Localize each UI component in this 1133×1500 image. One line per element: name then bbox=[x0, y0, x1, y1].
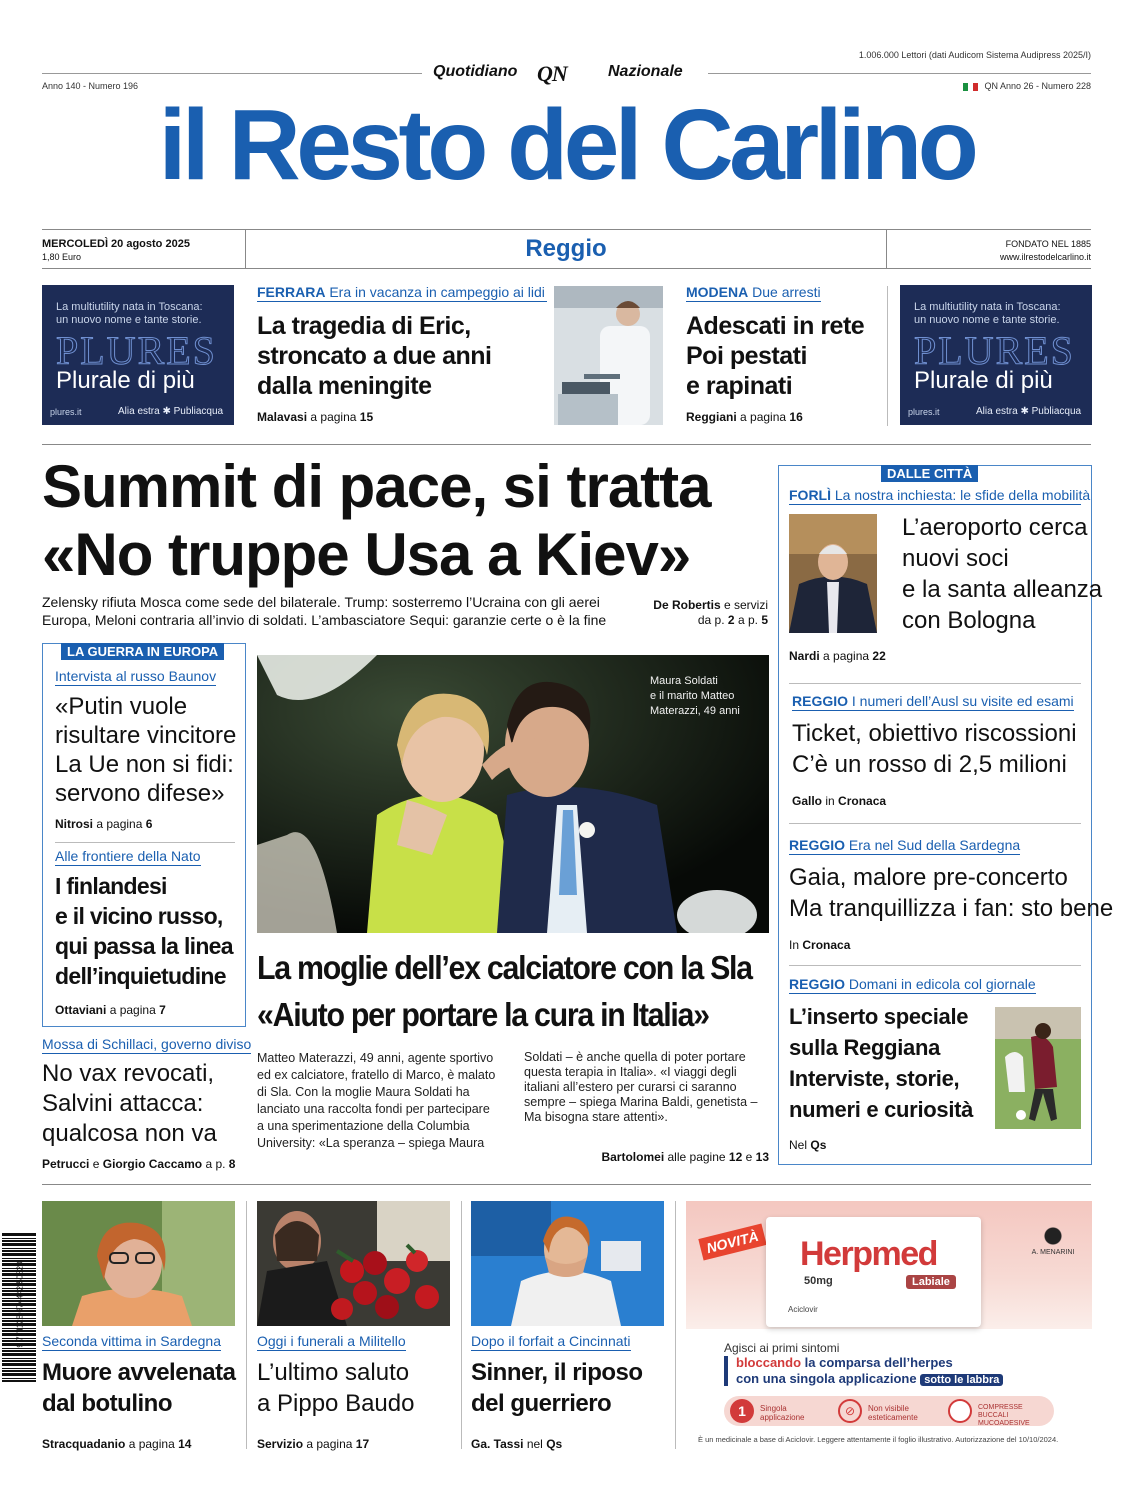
city-item-gaia[interactable] bbox=[789, 837, 1114, 952]
ad-partners: Alia estra ✱ Publiacqua bbox=[976, 406, 1082, 417]
plures-ad-right[interactable] bbox=[900, 285, 1092, 425]
baudo-funeral-photo bbox=[257, 1201, 450, 1326]
nazionale-label: Nazionale bbox=[608, 63, 683, 80]
ad-tagline: La multiutility nata in Toscana: un nuovo nome e tante storie. bbox=[56, 301, 203, 326]
website[interactable]: www.ilrestodelcarlino.it bbox=[999, 252, 1091, 262]
story-headline: L’inserto speciale sulla Reggiana Interviste, storie, numeri e curiosità bbox=[789, 1004, 974, 1122]
founded: FONDATO NEL 1885 bbox=[1005, 239, 1091, 249]
story-headline: Gaia, malore pre-concerto Ma tranquillizza i fan: sto bene bbox=[789, 864, 1114, 922]
bottom-divider bbox=[246, 1201, 247, 1449]
story-headline: No vax revocati, Salvini attacca: qualcosa non va bbox=[42, 1060, 217, 1147]
herpmed-ingredient: Aciclovir bbox=[788, 1305, 818, 1314]
novita-badge: NOVITÀ bbox=[698, 1223, 766, 1260]
ad-line-3: con una singola applicazione sotto le labbra bbox=[736, 1371, 1003, 1386]
story-credit: Malavasi a pagina 15 bbox=[257, 410, 374, 424]
cities-divider bbox=[789, 823, 1081, 824]
story-credit: Ga. Tassi nel Qs bbox=[471, 1437, 563, 1451]
photo-caption: Maura Soldati e il marito Matteo Materazzi, 49 anni bbox=[650, 675, 740, 717]
story-credit: In Cronaca bbox=[789, 938, 851, 952]
feature-headline-2[interactable]: «Aiuto per portare la cura in Italia» bbox=[257, 996, 709, 1033]
anno-right-text: QN Anno 26 - Numero 228 bbox=[984, 81, 1091, 91]
story-headline: I finlandesi e il vicino russo, qui passa la linea dell’inquietudine bbox=[55, 873, 233, 989]
tablet-icon bbox=[948, 1399, 972, 1423]
story-headline: Muore avvelenata dal botulino bbox=[42, 1359, 236, 1417]
newspaper-title[interactable]: il Resto del Carlino bbox=[158, 89, 975, 201]
quotidiano-label: Quotidiano bbox=[433, 63, 518, 80]
main-bottom-rule bbox=[42, 1184, 1091, 1185]
ad-partners: Alia estra ✱ Publiacqua bbox=[118, 406, 224, 417]
story-credit: Petrucci e Giorgio Caccamo a p. 8 bbox=[42, 1157, 236, 1171]
story-credit: Gallo in Cronaca bbox=[792, 794, 887, 808]
ad-blue-bar bbox=[724, 1356, 728, 1386]
date: MERCOLEDÌ 20 agosto 2025 bbox=[42, 238, 190, 250]
feature-credit: Bartolomei alle pagine 12 e 13 bbox=[601, 1150, 769, 1164]
story-credit: Reggiani a pagina 16 bbox=[686, 410, 803, 424]
ad-slogan: Plurale di più bbox=[56, 367, 195, 394]
masthead-rule-right bbox=[708, 73, 1091, 74]
benefit-tablets: COMPRESSE BUCCALI MUCOADESIVE bbox=[948, 1399, 1058, 1423]
cities-divider bbox=[789, 965, 1081, 966]
ad-site: plures.it bbox=[50, 407, 82, 417]
story-kicker: Mossa di Schillaci, governo diviso bbox=[42, 1036, 252, 1052]
bottom-divider bbox=[461, 1201, 462, 1449]
story-credit: Nitrosi a pagina 6 bbox=[55, 817, 153, 831]
story-kicker: Oggi i funerali a Militello bbox=[257, 1333, 406, 1349]
feature-body-right: Soldati – è anche quella di poter portare questa terapia in Italia». «I viaggi degli italiani all’estero per curarsi ci saranno sempre – spiega Marina Baldi, genetista – Ma bisogna stare attenti». bbox=[524, 1050, 758, 1124]
war-item-baunov[interactable] bbox=[55, 668, 241, 831]
ad-brand: PLURES bbox=[914, 328, 1075, 373]
lead-credit: De Robertis e servizi da p. 2 a p. 5 bbox=[653, 598, 768, 627]
story-kicker: FORLÌ La nostra inchiesta: le sfide della mobilità bbox=[789, 487, 1091, 503]
menarini-logo: A. MENARINI bbox=[1022, 1227, 1084, 1256]
barcode-number: 9 771128 674442 50820 bbox=[15, 1261, 25, 1348]
top-row-divider bbox=[887, 286, 888, 426]
story-credit: Servizio a pagina 17 bbox=[257, 1437, 370, 1451]
story-headline: Sinner, il riposo del guerriero bbox=[471, 1359, 643, 1417]
readers-note: 1.006.000 Lettori (dati Audicom Sistema Audipress 2025/I) bbox=[858, 50, 1091, 60]
number-one-icon: 1 bbox=[730, 1399, 754, 1423]
story-kicker: Alle frontiere della Nato bbox=[55, 848, 201, 864]
eye-off-icon: ⊘ bbox=[838, 1399, 862, 1423]
story-kicker: FERRARA Era in vacanza in campeggio ai lidi bbox=[257, 284, 547, 302]
story-headline: L’ultimo saluto a Pippo Baudo bbox=[257, 1359, 415, 1417]
dateline-rule-bottom bbox=[42, 268, 1091, 269]
roses-funeral-illustration bbox=[257, 1201, 450, 1326]
story-kicker: Intervista al russo Baunov bbox=[55, 668, 217, 684]
dateline-rule-top bbox=[42, 229, 1091, 230]
ad-line-2: bloccando la comparsa dell’herpes bbox=[736, 1355, 953, 1370]
feature-headline-1[interactable]: La moglie dell’ex calciatore con la Sla bbox=[257, 949, 752, 986]
man-portrait-illustration bbox=[789, 514, 877, 633]
story-headline: L’aeroporto cerca nuovi soci e la santa alleanza con Bologna bbox=[902, 514, 1103, 634]
lead-summary: Zelensky rifiuta Mosca come sede del bilaterale. Trump: sosterremo l’Ucraina con gli aerei Europa, Meloni contraria all’invio di soldati. L’ambasciatore Sequi: garanzie certe o è la fine bbox=[42, 594, 607, 628]
story-credit: Ottaviani a pagina 7 bbox=[55, 1003, 166, 1017]
masthead-rule-left bbox=[42, 73, 422, 74]
ad-tagline: La multiutility nata in Toscana: un nuovo nome e tante storie. bbox=[914, 301, 1061, 326]
herpmed-ad[interactable] bbox=[686, 1201, 1092, 1449]
story-credit: Nardi a pagina 22 bbox=[789, 649, 886, 663]
herpmed-brand: Herpmed bbox=[800, 1235, 937, 1273]
bottom-divider bbox=[675, 1201, 676, 1449]
ad-brand: PLURES bbox=[56, 328, 217, 373]
story-headline: Ticket, obiettivo riscossioni C’è un rosso di 2,5 milioni bbox=[792, 720, 1077, 778]
reggiana-football-photo bbox=[995, 1007, 1081, 1129]
top-story-ferrara[interactable] bbox=[257, 284, 547, 429]
bottom-story-sinner[interactable] bbox=[471, 1333, 671, 1451]
bottom-story-baudo[interactable] bbox=[257, 1333, 457, 1451]
dateline-divider-right bbox=[886, 229, 887, 269]
tennis-player-illustration bbox=[471, 1201, 664, 1326]
herpmed-dose: 50mg bbox=[804, 1275, 833, 1287]
lab-photo bbox=[554, 286, 663, 425]
cities-divider bbox=[789, 683, 1081, 684]
feature-body-left: Matteo Materazzi, 49 anni, agente sportivo ed ex calciatore, fratello di Marco, è malato di Sla. Con la moglie Maura Soldati ha lanciato una raccolta fondi per partecipare a una sperimentazione della Columbia University: «La speranza – spiega Maura bbox=[257, 1051, 496, 1150]
story-credit: Nel Qs bbox=[789, 1138, 827, 1152]
football-player-illustration bbox=[995, 1007, 1081, 1129]
ad-disclaimer: È un medicinale a base di Aciclovir. Leggere attentamente il foglio illustrativo. Autorizzazione del 10/10/2024. bbox=[698, 1435, 1059, 1444]
ad-slogan: Plurale di più bbox=[914, 367, 1053, 394]
story-headline: La tragedia di Eric, stroncato a due anni dalla meningite bbox=[257, 312, 492, 400]
war-item-finland[interactable] bbox=[55, 848, 241, 1017]
bottom-story-botulino[interactable] bbox=[42, 1333, 242, 1451]
story-kicker: Dopo il forfait a Cincinnati bbox=[471, 1333, 631, 1349]
benefit-invisible: ⊘ Non visibile esteticamente bbox=[838, 1399, 938, 1423]
edition-name[interactable]: Reggio bbox=[525, 235, 607, 262]
benefit-single: 1 Singola applicazione bbox=[730, 1399, 830, 1423]
sinner-photo bbox=[471, 1201, 664, 1326]
story-headline: «Putin vuole risultare vincitore La Ue non si fidi: servono difese» bbox=[55, 693, 237, 807]
woman-portrait-illustration bbox=[42, 1201, 235, 1326]
war-box-divider bbox=[55, 842, 235, 843]
story-kicker: REGGIO Domani in edicola col giornale bbox=[789, 976, 1036, 992]
botulino-woman-photo bbox=[42, 1201, 235, 1326]
lead-headline-1[interactable]: Summit di pace, si tratta bbox=[42, 453, 711, 520]
ad-line-1: Agisci ai primi sintomi bbox=[724, 1341, 840, 1355]
story-credit: Stracquadanio a pagina 14 bbox=[42, 1437, 192, 1451]
vax-story[interactable] bbox=[42, 1036, 252, 1171]
top-row-rule bbox=[42, 444, 1091, 445]
war-box-label: LA GUERRA IN EUROPA bbox=[61, 643, 224, 660]
plures-ad-left[interactable] bbox=[42, 285, 234, 425]
herpmed-box bbox=[766, 1217, 981, 1327]
forli-portrait-photo bbox=[789, 514, 877, 633]
lead-headline-2[interactable]: «No truppe Usa a Kiev» bbox=[42, 521, 691, 588]
cities-label: DALLE CITTÀ bbox=[881, 465, 978, 482]
herpmed-labiale: Labiale bbox=[906, 1275, 956, 1289]
story-kicker: REGGIO Era nel Sud della Sardegna bbox=[789, 837, 1021, 853]
top-story-modena[interactable] bbox=[686, 284, 876, 429]
city-item-ticket[interactable] bbox=[792, 693, 1082, 808]
lab-scientist-illustration bbox=[554, 286, 663, 425]
story-headline: Adescati in rete Poi pestati e rapinati bbox=[686, 312, 865, 400]
city-item-reggiana[interactable] bbox=[789, 976, 1081, 1156]
price: 1,80 Euro bbox=[42, 252, 82, 262]
qn-logo: QN bbox=[537, 61, 567, 86]
story-kicker: MODENA Due arresti bbox=[686, 284, 821, 300]
anno-left: Anno 140 - Numero 196 bbox=[42, 81, 139, 91]
story-kicker: REGGIO I numeri dell’Ausl su visite ed esami bbox=[792, 693, 1074, 709]
story-kicker: Seconda vittima in Sardegna bbox=[42, 1333, 221, 1349]
ad-site: plures.it bbox=[908, 407, 940, 417]
city-item-forli[interactable] bbox=[789, 487, 1103, 667]
